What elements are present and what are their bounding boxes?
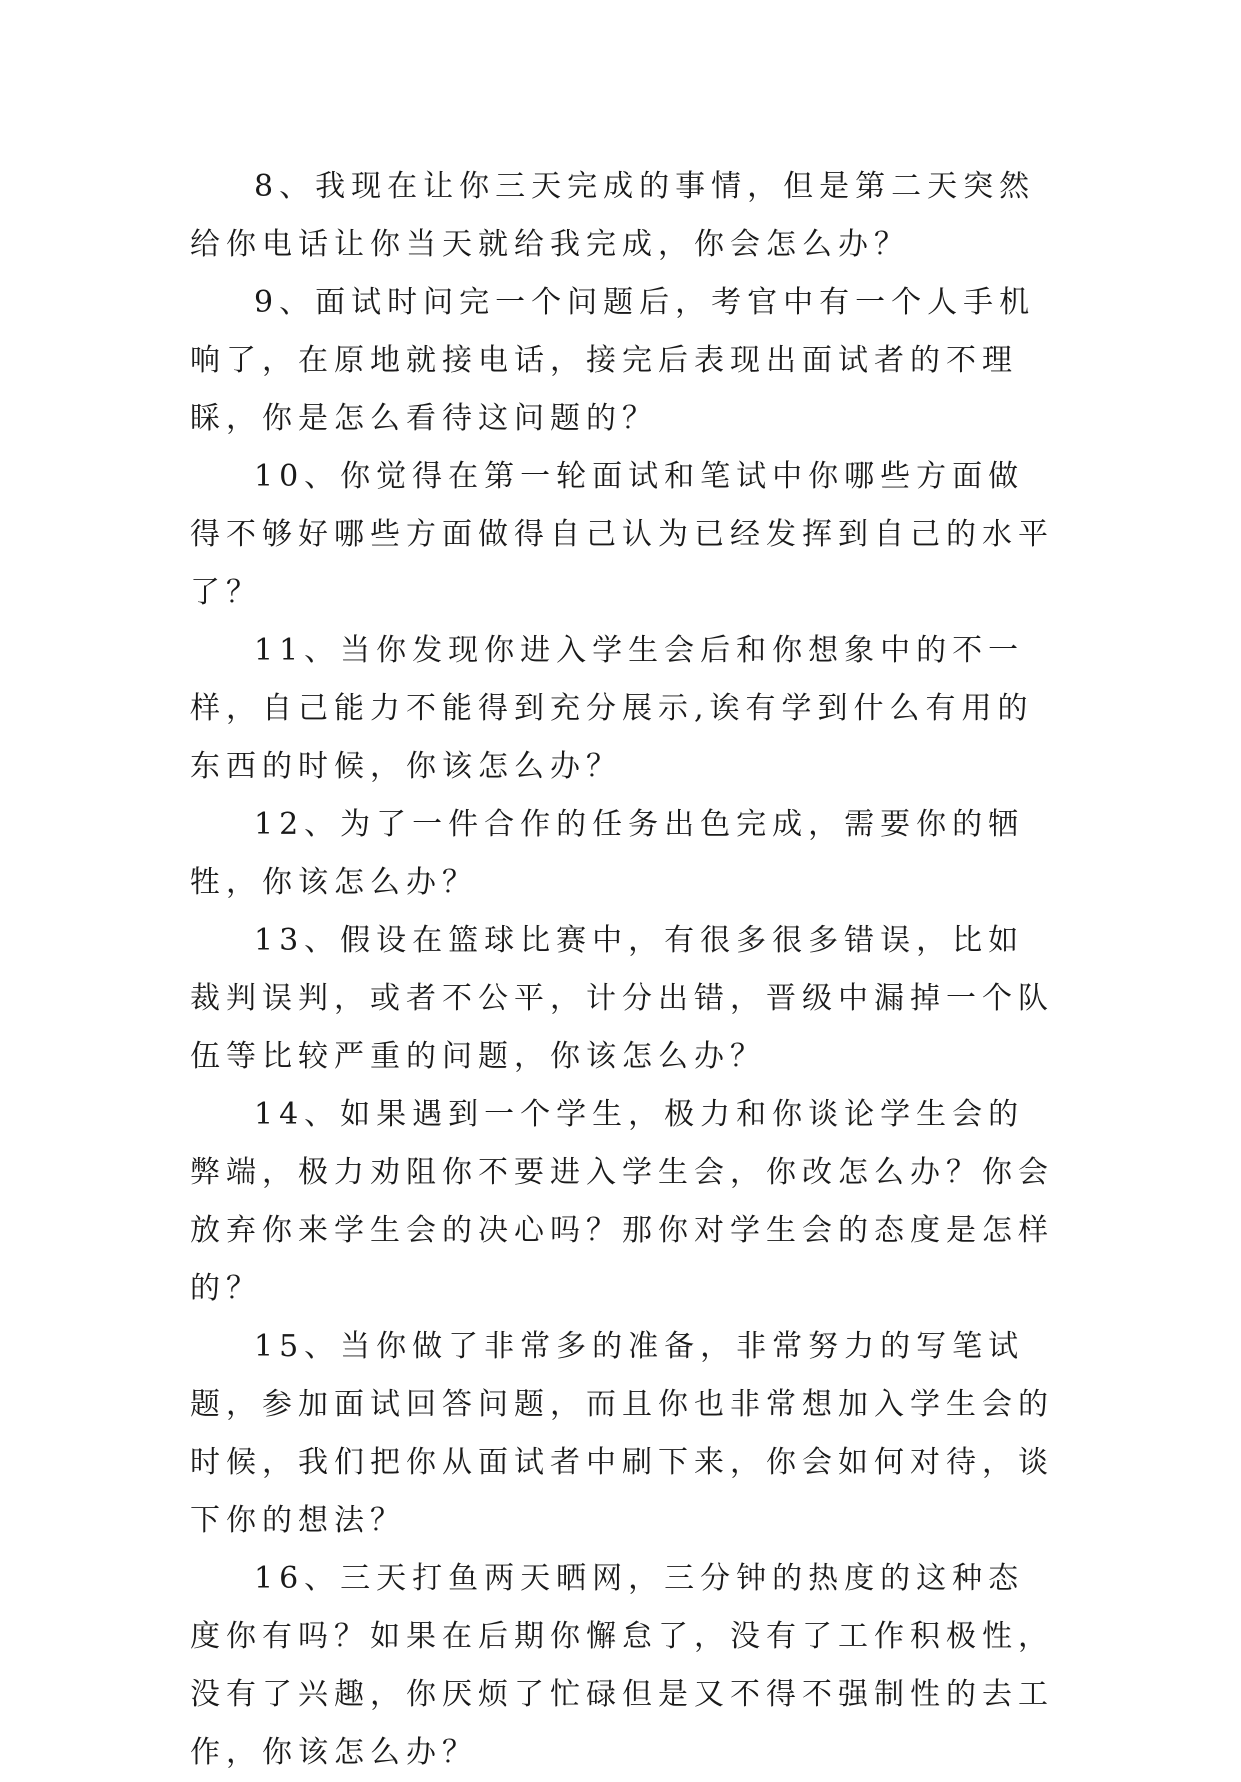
question-paragraph-9: 9、面试时问完一个问题后，考官中有一个人手机响了，在原地就接电话，接完后表现出面试者的不理睬，你是怎么看待这问题的？ — [190, 285, 1036, 436]
question-paragraph-11: 11、当你发现你进入学生会后和你想象中的不一样，自己能力不能得到充分展示,诶有学到什么有用的东西的时候，你该怎么办？ — [190, 633, 1034, 784]
question-paragraph-13: 13、假设在篮球比赛中，有很多很多错误，比如裁判误判，或者不公平，计分出错，晋级中漏掉一个队伍等比较严重的问题，你该怎么办？ — [190, 923, 1054, 1074]
question-paragraph-8: 8、我现在让你三天完成的事情，但是第二天突然给你电话让你当天就给我完成，你会怎么办？ — [190, 169, 1036, 262]
question-paragraph-15: 15、当你做了非常多的准备，非常努力的写笔试题，参加面试回答问题，而且你也非常想加入学生会的时候，我们把你从面试者中刷下来，你会如何对待，谈下你的想法？ — [190, 1329, 1054, 1538]
question-paragraph-10: 10、你觉得在第一轮面试和笔试中你哪些方面做得不够好哪些方面做得自己认为已经发挥到自己的水平了？ — [190, 459, 1054, 610]
question-paragraph-12: 12、为了一件合作的任务出色完成，需要你的牺牲，你该怎么办？ — [190, 807, 1025, 900]
question-paragraph-16: 16、三天打鱼两天晒网，三分钟的热度的这种态度你有吗？如果在后期你懈怠了，没有了工作积极性，没有了兴趣，你厌烦了忙碌但是又不得不强制性的去工作，你该怎么办？ — [190, 1561, 1054, 1770]
document-body — [190, 158, 1060, 1782]
question-paragraph-14: 14、如果遇到一个学生，极力和你谈论学生会的弊端，极力劝阻你不要进入学生会，你改怎么办？你会放弃你来学生会的决心吗？那你对学生会的态度是怎样的？ — [190, 1097, 1054, 1306]
